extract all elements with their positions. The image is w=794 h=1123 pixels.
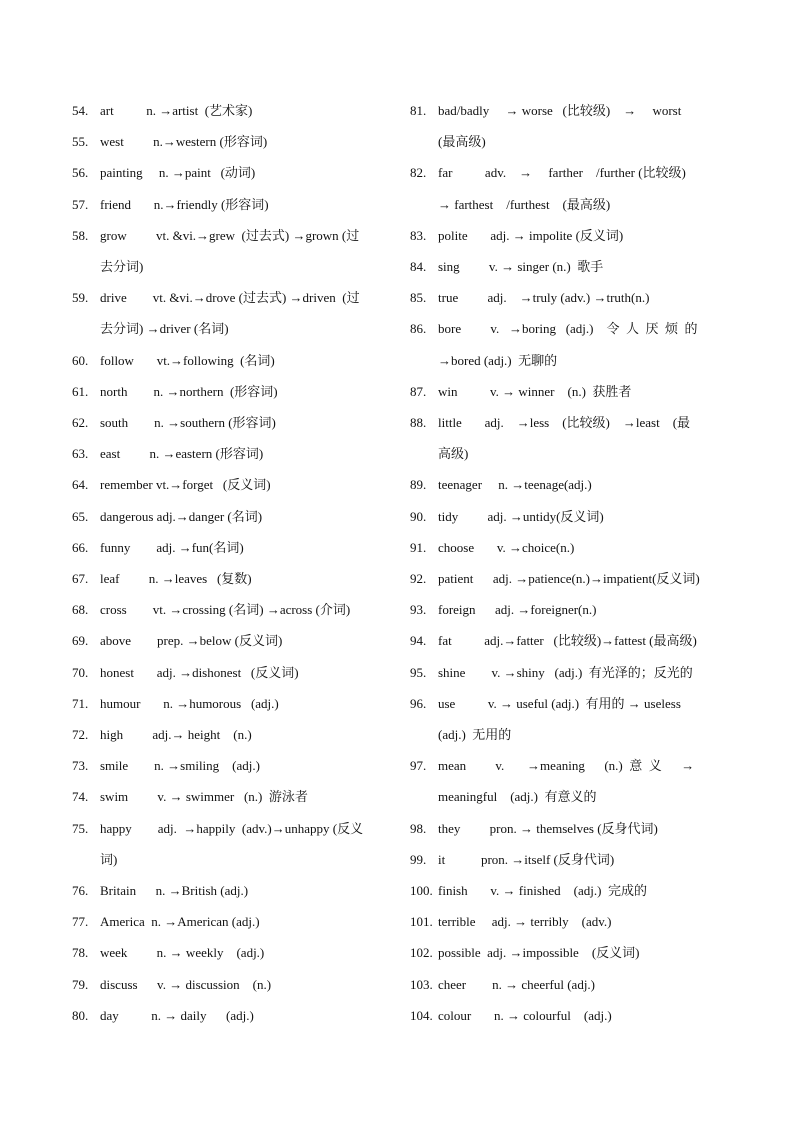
vocab-entry [72,657,390,688]
entry-number: 88. [410,415,427,431]
entry-text: tidy adj. →untidy(反义词) [438,508,604,524]
vocab-entry [72,594,390,625]
entry-number: 102. [410,945,433,961]
entry-number: 82. [410,165,427,181]
entry-number: 84. [410,259,427,275]
vocab-entry [72,469,390,500]
entry-number: 56. [72,165,89,181]
entry-text: true adj. →truly (adv.) →truth(n.) [438,290,650,306]
entry-number: 68. [72,602,89,618]
vocab-entry [410,906,722,937]
entry-number: 83. [410,227,427,243]
entry-text: art n. →artist (艺术家) [100,103,253,118]
entry-text: swim v. → swimmer (n.) 游泳者 [100,789,308,805]
entry-text-continued: (最高级) [438,134,486,150]
left-column [72,95,390,1031]
vocab-entry [72,438,390,469]
vocab-entry [72,625,390,656]
vocab-entry [410,469,722,500]
entry-number: 54. [72,103,89,118]
entry-text: patient adj. →patience(n.)→impatient(反义词) [438,571,700,587]
entry-text: south n. →southern (形容词) [100,415,276,431]
entry-text: follow vt.→following (名词) [100,352,275,368]
entry-number: 73. [72,758,89,774]
entry-text: shine v. →shiny (adj.) 有光泽的；反光的 [438,664,693,680]
entry-number: 101. [410,914,433,930]
vocab-entry [72,126,390,157]
vocab-entry [410,95,722,157]
entry-number: 63. [72,446,89,462]
entry-number: 99. [410,851,427,867]
entry-text: America n. →American (adj.) [100,914,260,930]
vocab-entry [72,969,390,1000]
entry-text-continued: 高级) [438,446,469,462]
vocab-entry [410,376,722,407]
entry-number: 96. [410,695,427,711]
entry-text: honest adj. →dishonest (反义词) [100,664,299,680]
entry-text-continued: 词) [100,851,118,867]
vocab-entry [410,937,722,968]
entry-number: 92. [410,571,427,587]
entry-text: week n. → weekly (adj.) [100,945,265,961]
entry-text: remember vt.→forget (反义词) [100,477,271,493]
entry-text: funny adj. →fun(名词) [100,539,244,555]
vocab-entry [72,875,390,906]
entry-number: 70. [72,664,89,680]
entry-text: discuss v. → discussion (n.) [100,976,272,992]
vocab-entry [410,969,722,1000]
entry-text: painting n. →paint (动词) [100,165,256,181]
entry-number: 72. [72,727,89,743]
entry-number: 93. [410,602,427,618]
entry-text: far adv. → farther /further (比较级) [438,165,686,181]
vocab-entry [410,750,722,812]
vocab-entry [72,1000,390,1031]
entry-number: 81. [410,103,427,118]
entry-text: choose v. →choice(n.) [438,539,575,555]
vocab-entry [72,282,390,344]
entry-number: 91. [410,539,427,555]
entry-text: above prep. →below (反义词) [100,633,283,649]
vocab-entry [410,282,722,313]
vocab-entry [410,844,722,875]
entry-text: polite adj. → impolite (反义词) [438,227,624,243]
entry-text: north n. →northern (形容词) [100,383,278,399]
vocab-entry [72,532,390,563]
vocab-entry [410,407,722,469]
entry-text: it pron. →itself (反身代词) [438,851,615,867]
entry-text: leaf n. →leaves (复数) [100,571,252,587]
entry-number: 94. [410,633,427,649]
entry-number: 64. [72,477,89,493]
vocab-entry [72,501,390,532]
entry-text: win v. → winner (n.) 获胜者 [438,383,632,399]
entry-text-continued: 去分词) →driver (名词) [100,321,229,337]
vocab-entry [72,407,390,438]
vocab-entry [410,563,722,594]
vocab-entry [410,688,722,750]
vocab-entry [72,813,390,875]
entry-number: 76. [72,883,89,899]
entry-number: 74. [72,789,89,805]
entry-number: 80. [72,1007,89,1023]
vocab-entry [410,251,722,282]
entry-text: drive vt. &vi.→drove (过去式) →driven (过 [100,290,360,306]
entry-text: cross vt. →crossing (名词) →across (介词) [100,602,351,618]
entry-number: 90. [410,508,427,524]
entry-text: dangerous adj.→danger (名词) [100,508,263,524]
vocab-entry [72,95,390,126]
entry-number: 55. [72,134,89,150]
vocab-entry [410,813,722,844]
vocab-entry [410,1000,722,1031]
entry-number: 95. [410,664,427,680]
vocab-entry [410,220,722,251]
entry-text: happy adj. →happily (adv.)→unhappy (反义 [100,820,364,836]
vocab-entry [72,220,390,282]
entry-number: 86. [410,321,427,337]
vocab-entry [72,345,390,376]
entry-text: day n. → daily (adj.) [100,1007,254,1023]
vocab-entry [72,376,390,407]
vocab-entry [72,937,390,968]
entry-text: bore v. →boring (adj.) 令 人 厌 烦 的 [438,321,698,337]
entry-text: little adj. →less (比较级) →least (最 [438,415,691,431]
entry-number: 79. [72,976,89,992]
entry-text: west n.→western (形容词) [100,134,268,150]
vocab-entry [410,594,722,625]
vocab-entry [410,625,722,656]
vocab-entry [410,532,722,563]
entry-text-continued: →bored (adj.) 无聊的 [438,352,558,368]
entry-text: cheer n. → cheerful (adj.) [438,976,596,992]
entry-number: 89. [410,477,427,493]
entry-number: 77. [72,914,89,930]
entry-number: 85. [410,290,427,306]
entry-text-continued: → farthest /furthest (最高级) [438,196,611,212]
entry-number: 104. [410,1007,433,1023]
entry-text: use v. → useful (adj.) 有用的 → useless [438,695,681,711]
entry-text: mean v. →meaning (n.) 意 义 → [438,758,695,774]
entry-text: fat adj.→fatter (比较级)→fattest (最高级) [438,633,697,649]
vocab-entry [410,875,722,906]
entry-text: terrible adj. → terribly (adv.) [438,914,612,930]
vocab-entry [72,688,390,719]
entry-text: foreign adj. →foreigner(n.) [438,602,597,618]
entry-number: 59. [72,290,89,306]
entry-text-continued: meaningful (adj.) 有意义的 [438,789,597,805]
entry-text: east n. →eastern (形容词) [100,446,264,462]
entry-text: bad/badly → worse (比较级) → worst [438,103,682,118]
entry-text: teenager n. →teenage(adj.) [438,477,592,493]
vocab-entry [410,157,722,219]
entry-number: 78. [72,945,89,961]
entry-number: 67. [72,571,89,587]
vocab-entry [72,906,390,937]
vocab-entry [72,157,390,188]
vocab-entry [72,750,390,781]
right-column [410,95,722,1031]
entry-text: colour n. → colourful (adj.) [438,1007,612,1023]
entry-number: 97. [410,758,427,774]
entry-number: 69. [72,633,89,649]
entry-number: 100. [410,883,433,899]
vocab-entry [72,719,390,750]
entry-number: 65. [72,508,89,524]
entry-number: 58. [72,227,89,243]
entry-number: 98. [410,820,427,836]
entry-number: 87. [410,383,427,399]
entry-text: Britain n. →British (adj.) [100,883,249,899]
vocab-entry [72,563,390,594]
vocab-entry [410,501,722,532]
entry-number: 103. [410,976,433,992]
entry-text: high adj.→ height (n.) [100,727,252,743]
vocab-entry [410,657,722,688]
vocab-entry [72,781,390,812]
entry-number: 75. [72,820,89,836]
entry-text: smile n. →smiling (adj.) [100,758,260,774]
vocab-entry [410,313,722,375]
entry-number: 60. [72,352,89,368]
entry-text: sing v. → singer (n.) 歌手 [438,259,604,275]
vocab-entry [72,189,390,220]
entry-text: possible adj. →impossible (反义词) [438,945,640,961]
entry-number: 71. [72,695,89,711]
entry-text: humour n. →humorous (adj.) [100,695,279,711]
entry-text-continued: (adj.) 无用的 [438,727,512,743]
entry-text: they pron. → themselves (反身代词) [438,820,658,836]
entry-number: 57. [72,196,89,212]
entry-text: finish v. → finished (adj.) 完成的 [438,883,647,899]
entry-number: 66. [72,539,89,555]
entry-text: grow vt. &vi.→grew (过去式) →grown (过 [100,227,360,243]
entry-number: 62. [72,415,89,431]
entry-text-continued: 去分词) [100,259,144,275]
entry-number: 61. [72,383,89,399]
entry-text: friend n.→friendly (形容词) [100,196,269,212]
